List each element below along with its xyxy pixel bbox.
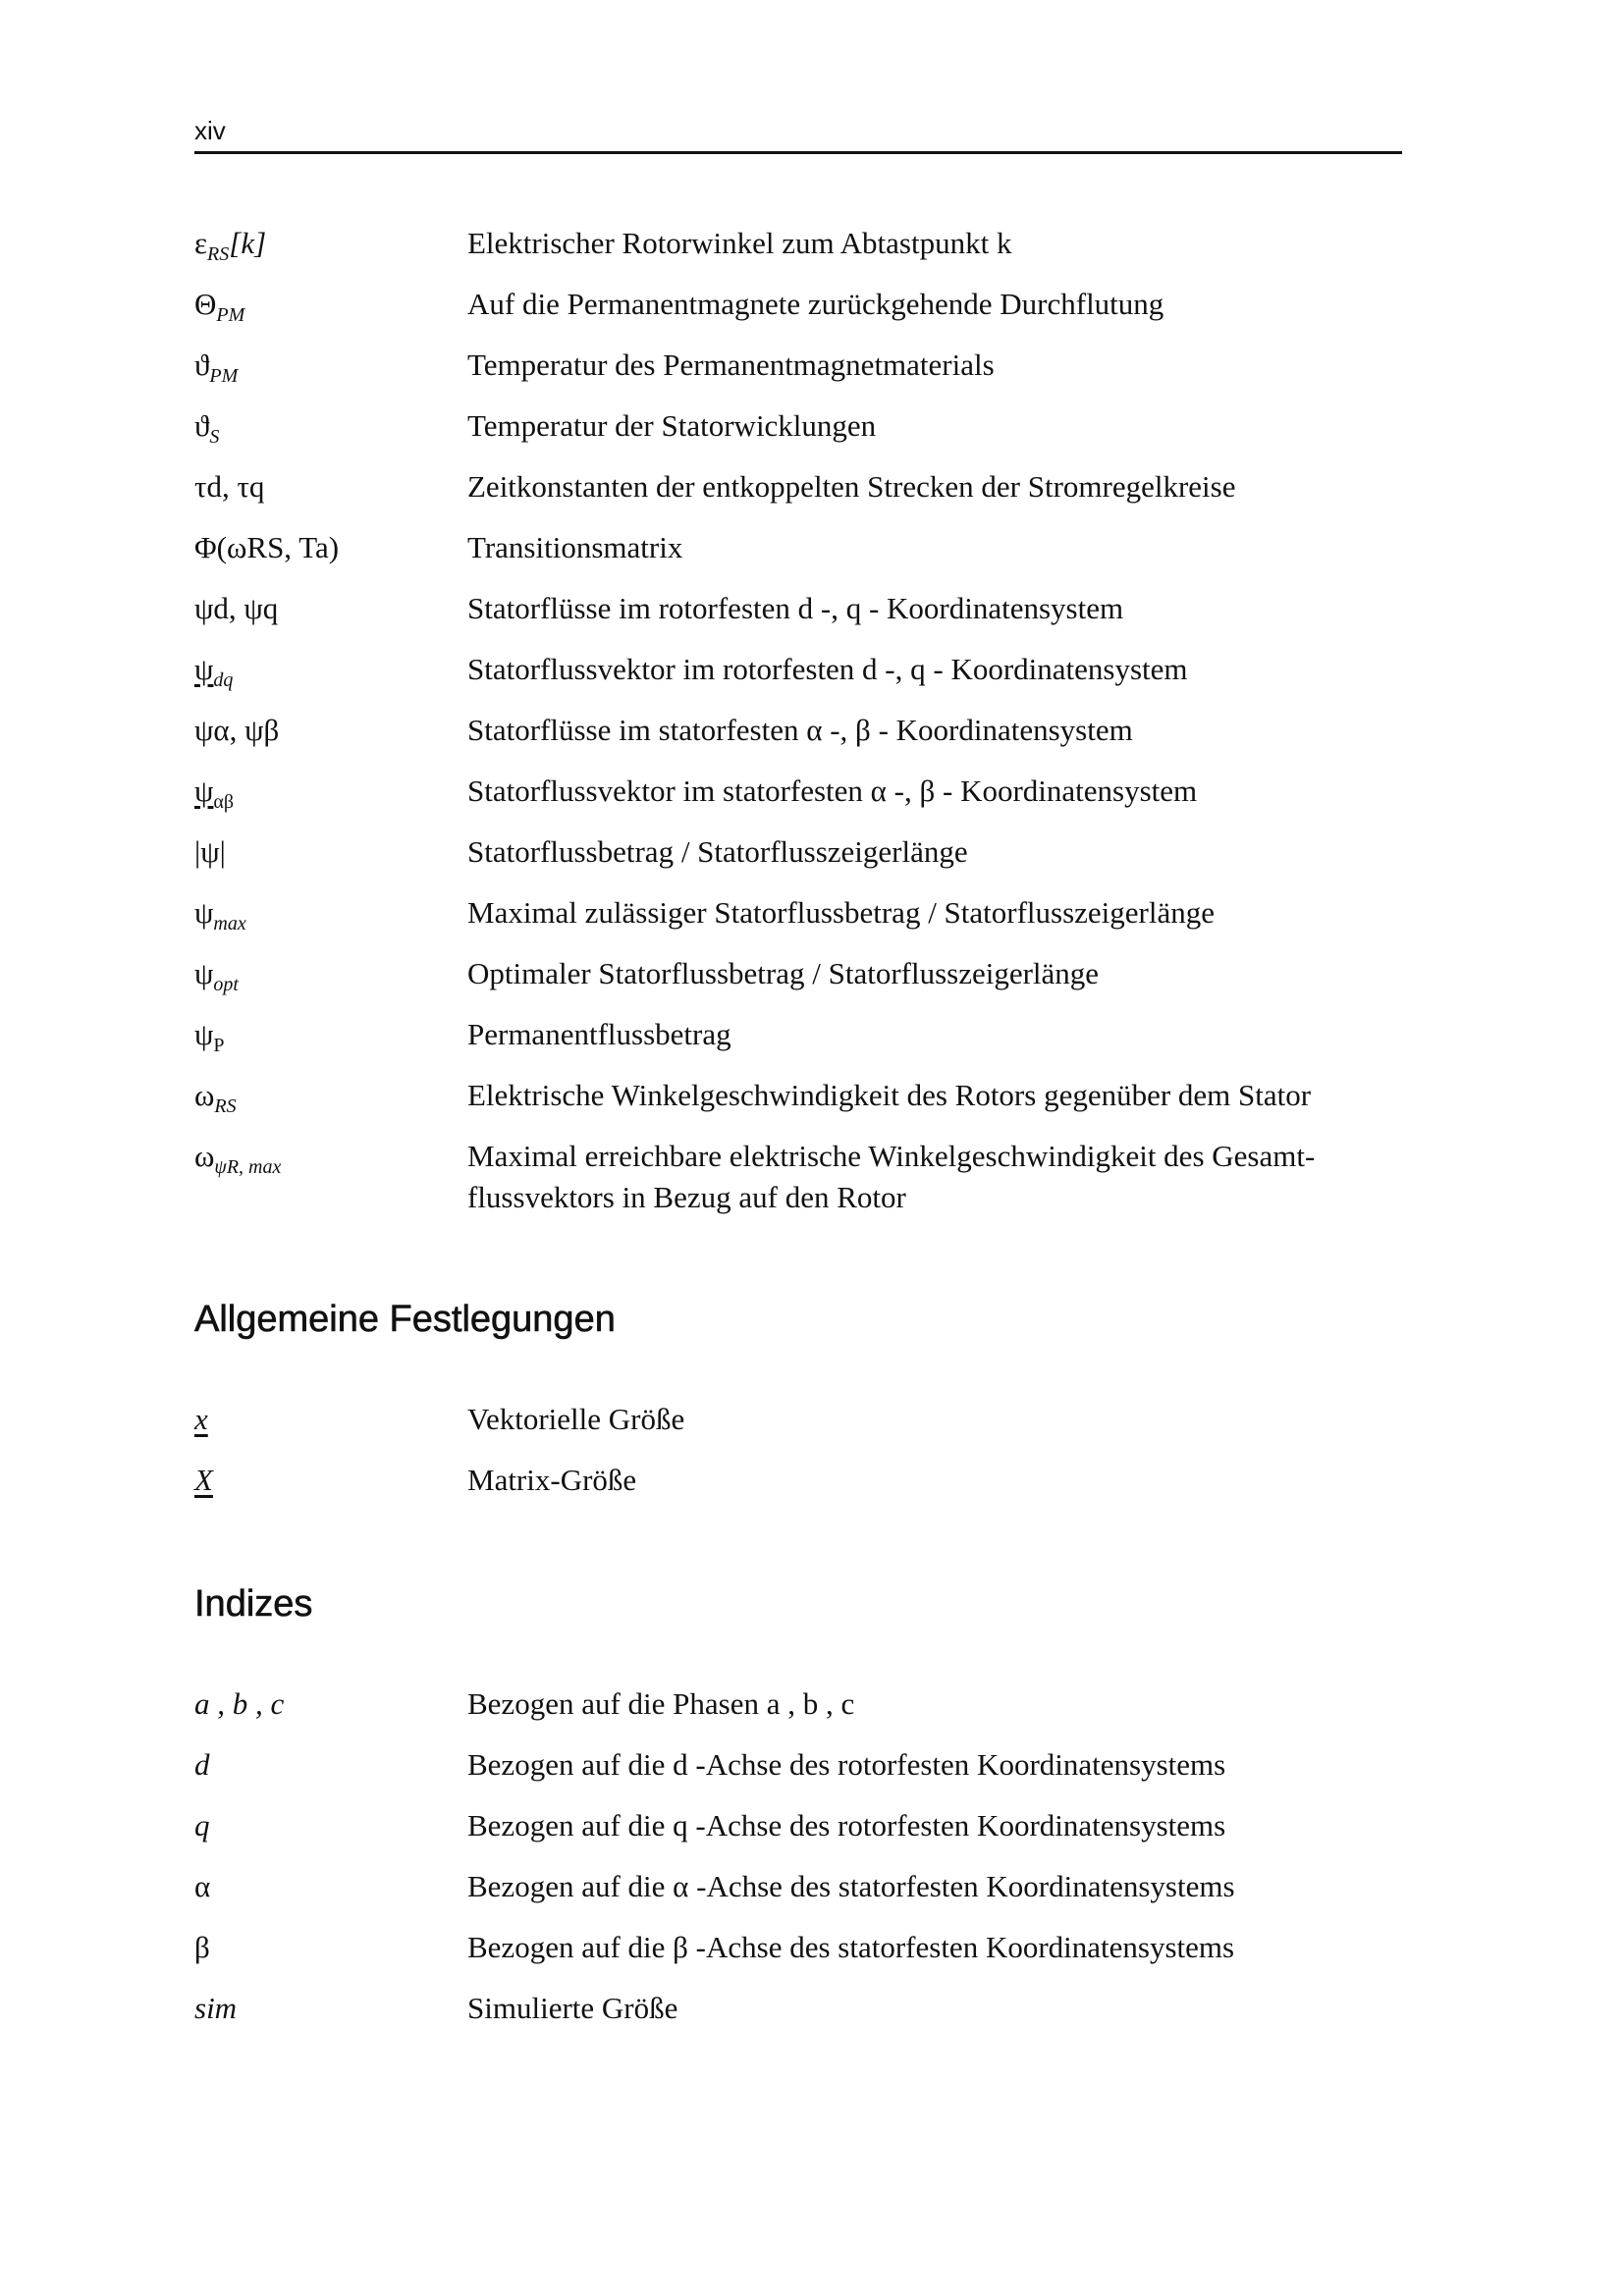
symbol: Φ(ωRS, Ta) [194,530,340,564]
symbol-row [194,831,1402,875]
symbol: $\omega_{RS}$ [194,1078,237,1117]
symbol-description: Statorflussvektor im rotorfesten d -, q - Koordinatensystem [467,652,1188,686]
symbol: $\Theta_{PM}$ [194,287,245,326]
symbol: |ψ| [194,834,226,869]
symbol-row [194,649,1402,692]
symbol-description: Elektrische Winkelgeschwindigkeit des Rotors gegenüber dem Stator [467,1078,1312,1112]
symbol: $\psi_P$ [194,1017,225,1056]
symbol-description: Bezogen auf die β -Achse des statorfesten Koordinatensystems [467,1930,1235,1964]
symbol: d [194,1747,210,1782]
symbol-description: Zeitkonstanten der entkoppelten Strecken der Stromregelkreise [467,469,1236,504]
symbol-row [194,1136,1402,1218]
symbol-description: Statorflussbetrag / Statorflusszeigerlänge [467,834,968,869]
symbol: β [194,1930,210,1964]
symbol-description: Temperatur der Statorwicklungen [467,408,877,443]
symbol-description: Bezogen auf die q -Achse des rotorfesten Koordinatensystems [467,1808,1226,1842]
symbol: q [194,1808,210,1842]
page-number: xiv [194,116,226,145]
symbol: x [194,1402,208,1436]
symbol: $\psi_{dq}$ [194,652,234,691]
symbol-description: Bezogen auf die α -Achse des statorfesten Koordinatensystems [467,1869,1235,1903]
symbol-row [194,466,1402,509]
symbol-row [194,345,1402,388]
symbol-description: Bezogen auf die d -Achse des rotorfesten Koordinatensystems [467,1747,1226,1782]
symbol-row [194,223,1402,266]
symbol-description: Statorflüsse im rotorfesten d -, q - Koordinatensystem [467,591,1124,625]
symbol-description: Matrix-Größe [467,1463,637,1497]
symbol-row [194,710,1402,753]
index-row [194,1988,1402,2031]
symbol-row [194,771,1402,814]
symbol-row [194,405,1402,449]
symbol-description: Vektorielle Größe [467,1402,685,1436]
symbol: $ϑ_{PM}$ [194,347,239,387]
symbol-row [194,527,1402,570]
index-row [194,1683,1402,1727]
symbol: ψd, ψq [194,591,279,625]
symbol: α [194,1869,211,1903]
section-heading-festlegungen: Allgemeine Festlegungen [194,1299,616,1340]
symbol-description: Bezogen auf die Phasen a , b , c [467,1686,855,1721]
symbol-description: Temperatur des Permanentmagnetmaterials [467,347,995,382]
symbol-row [194,588,1402,631]
symbol-description: Maximal zulässiger Statorflussbetrag / Statorflusszeigerlänge [467,895,1216,930]
symbol: $\varepsilon_{RS}[k]$ [194,226,267,265]
symbol-description: Elektrischer Rotorwinkel zum Abtastpunkt k [467,226,1012,260]
symbol: X [194,1463,213,1497]
symbol-description: Maximal erreichbare elektrische Winkelgeschwindigkeit des Gesamt-flussvektors in Bezug auf den Rotor [467,1139,1316,1214]
symbol: sim [194,1991,238,2025]
symbol-description: Optimaler Statorflussbetrag / Statorflusszeigerlänge [467,956,1100,990]
symbol-row [194,284,1402,327]
symbol-row [194,1014,1402,1057]
section-heading-indizes: Indizes [194,1583,313,1625]
definition-row [194,1399,1402,1442]
symbol: $\psi_{max}$ [194,895,246,934]
symbol: ψα, ψβ [194,713,280,747]
symbol: τd, τq [194,469,265,504]
index-row [194,1805,1402,1848]
header-rule [194,151,1402,154]
symbol-description: Simulierte Größe [467,1991,678,2025]
symbol: $ϑ_S$ [194,408,220,448]
symbol-description: Permanentflussbetrag [467,1017,731,1051]
symbol-row [194,892,1402,935]
symbol-description: Transitionsmatrix [467,530,683,564]
symbol-description: Auf die Permanentmagnete zurückgehende Durchflutung [467,287,1164,321]
symbol-row [194,1075,1402,1118]
symbol-description: Statorflüsse im statorfesten α -, β - Koordinatensystem [467,713,1133,747]
definition-row [194,1460,1402,1503]
symbol: $\psi_{opt}$ [194,956,239,995]
index-row [194,1866,1402,1909]
symbol: $\psi_{\alpha\beta}$ [194,774,235,813]
symbol-row [194,953,1402,996]
index-row [194,1927,1402,1970]
symbol-description: Statorflussvektor im statorfesten α -, β - Koordinatensystem [467,774,1198,808]
symbol: $\omega_{\psi R, max}$ [194,1139,282,1178]
index-row [194,1744,1402,1788]
symbol: a , b , c [194,1686,285,1721]
